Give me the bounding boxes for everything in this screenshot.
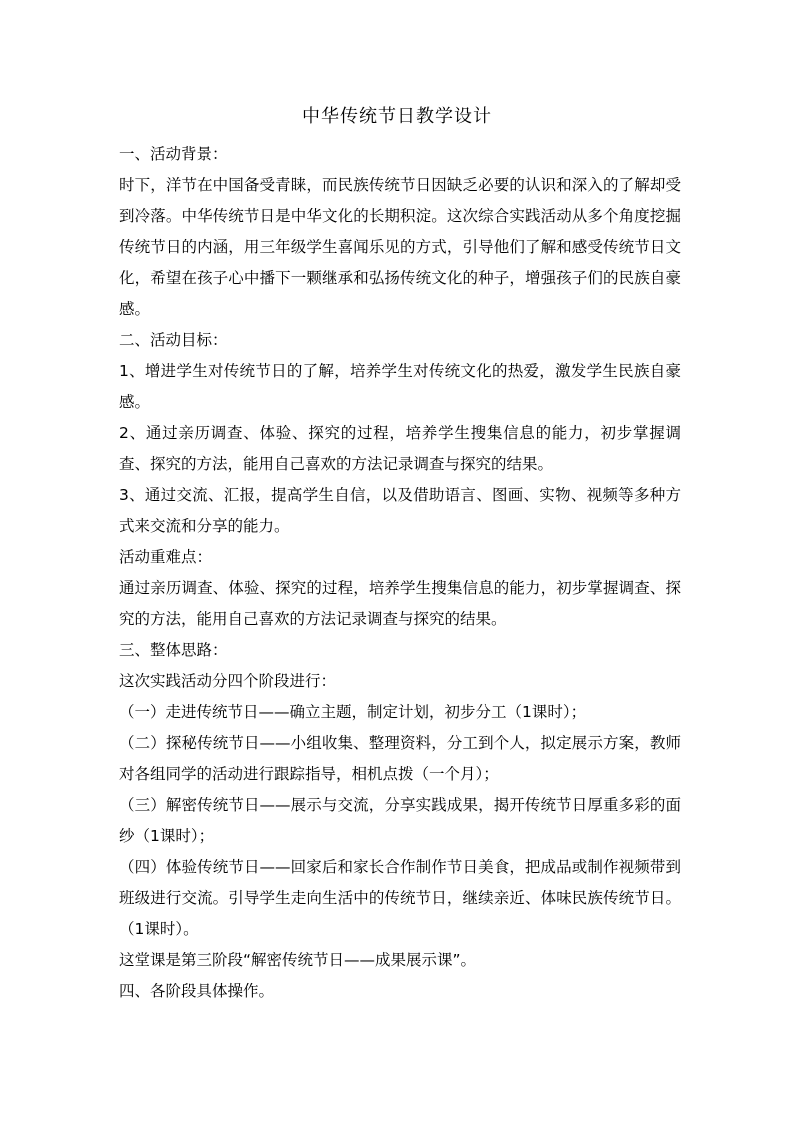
heading-key-difficulties: 活动重难点： [119, 548, 213, 566]
heading-activity-background: 一、活动背景： [119, 145, 228, 163]
heading-stage-operations: 四、各阶段具体操作。 [119, 982, 275, 1000]
stage-item-2: （二）探秘传统节日——小组收集、整理资料，分工到个人，拟定展示方案，教师对各组同学的活动进行跟踪指导，相机点拨（一个月）； [119, 734, 681, 783]
heading-overall-approach: 三、整体思路： [119, 641, 228, 659]
stage-item-4: （四）体验传统节日——回家后和家长合作制作节日美食，把成品或制作视频带到班级进行交流。引导学生走向生活中的传统节日，继续亲近、体味民族传统节日。（1课时）。 [119, 858, 681, 938]
goal-item-3: 3、通过交流、汇报，提高学生自信，以及借助语言、图画、实物、视频等多种方式来交流和分享的能力。 [119, 486, 681, 535]
stage-item-1: （一）走进传统节日——确立主题，制定计划，初步分工（1课时）； [119, 703, 587, 721]
document-body [119, 139, 681, 1007]
heading-activity-goals: 二、活动目标： [119, 331, 228, 349]
paragraph-key-difficulties: 通过亲历调查、体验、探究的过程，培养学生搜集信息的能力，初步掌握调查、探究的方法，能用自己喜欢的方法记录调查与探究的结果。 [119, 579, 681, 628]
document-title: 中华传统节日教学设计 [302, 106, 492, 127]
paragraph-stages-intro: 这次实践活动分四个阶段进行： [119, 672, 337, 690]
goal-item-2: 2、通过亲历调查、体验、探究的过程，培养学生搜集信息的能力，初步掌握调查、探究的方法，能用自己喜欢的方法记录调查与探究的结果。 [119, 424, 681, 473]
goal-item-1: 1、增进学生对传统节日的了解，培养学生对传统文化的热爱，激发学生民族自豪感。 [119, 362, 681, 411]
paragraph-background: 时下，洋节在中国备受青睐，而民族传统节日因缺乏必要的认识和深入的了解却受到冷落。中华传统节日是中华文化的长期积淀。这次综合实践活动从多个角度挖掘传统节日的内涵，用三年级学生喜闻乐见的方式，引导他们了解和感受传统节日文化，希望在孩子心中播下一颗继承和弘扬传统文化的种子，增强孩子们的民族自豪感。 [119, 176, 681, 318]
paragraph-this-lesson: 这堂课是第三阶段“解密传统节日——成果展示课”。 [119, 951, 477, 969]
stage-item-3: （三）解密传统节日——展示与交流，分享实践成果，揭开传统节日厚重多彩的面纱（1课时）； [119, 796, 681, 845]
